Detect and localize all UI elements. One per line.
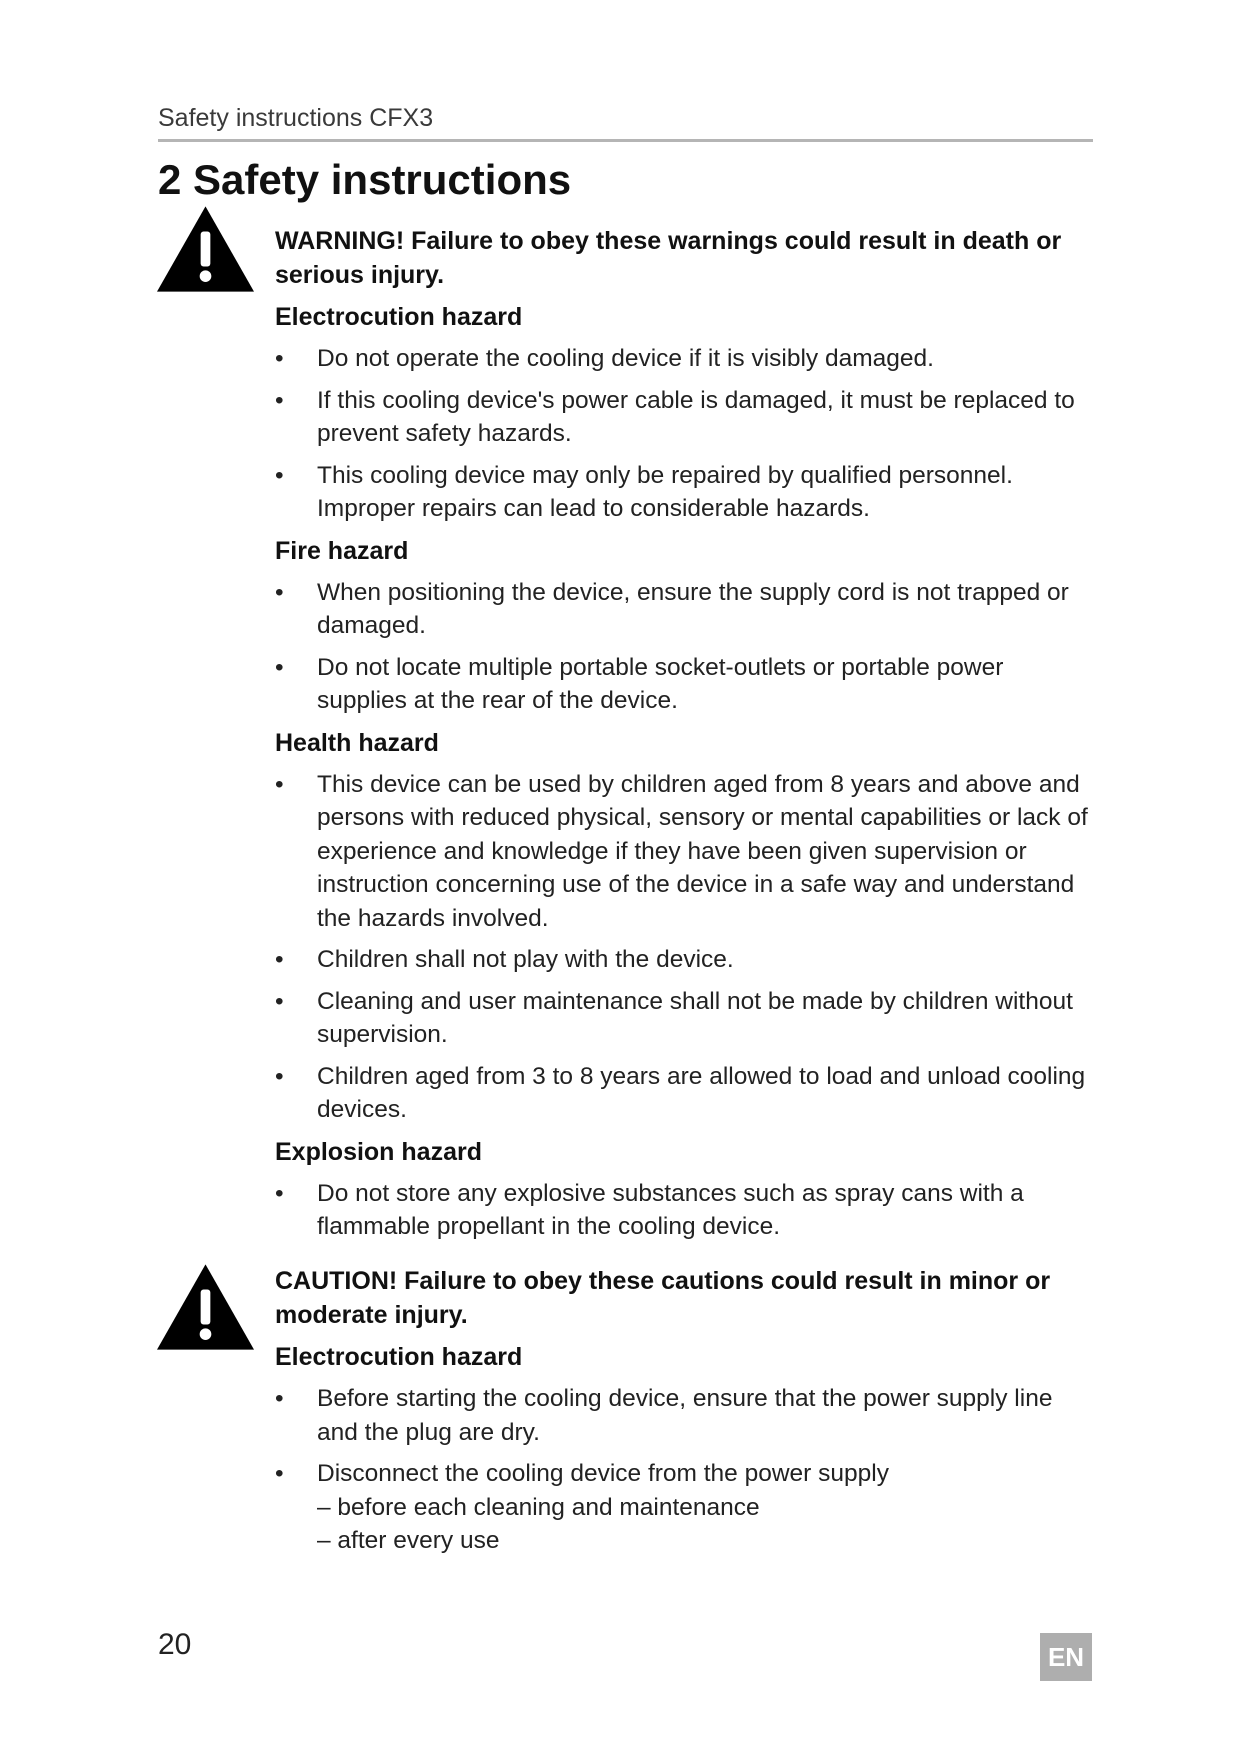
health-hazard-list	[275, 768, 1095, 1127]
running-header: Safety instructions CFX3	[158, 104, 1093, 142]
warning-block	[275, 224, 1095, 1252]
health-hazard-heading: Health hazard	[275, 728, 439, 757]
electrocution-hazard-list	[275, 342, 1095, 526]
electrocution-hazard-heading: Electrocution hazard	[275, 303, 523, 331]
caution-electrocution-hazard-list	[275, 1382, 1095, 1558]
caution-block	[275, 1264, 1095, 1566]
list-item: • This device can be used by children aged from 8 years and above and persons with reduced physical, sensory or mental capabilities or lack of experience and knowledge if they have been given supervision or instruction concerning use of the device in a safe way and understand the hazards involved.	[275, 768, 1095, 936]
caution-electrocution-hazard-heading: Electrocution hazard	[275, 1343, 523, 1371]
page-number: 20	[158, 1628, 192, 1661]
sub-list-item: – after every use	[317, 1527, 500, 1554]
fire-hazard-list	[275, 576, 1095, 718]
list-item: • Before starting the cooling device, ensure that the power supply line and the plug are dry.	[275, 1382, 1095, 1449]
list-item: • Do not store any explosive substances such as spray cans with a flammable propellant in the cooling device.	[275, 1177, 1095, 1244]
language-badge: EN	[1040, 1633, 1092, 1681]
fire-hazard-heading: Fire hazard	[275, 536, 409, 565]
warning-triangle-icon	[157, 206, 254, 292]
caution-triangle-icon	[157, 1264, 254, 1350]
list-item	[275, 1457, 1095, 1558]
list-item: • Children shall not play with the device.	[275, 943, 1095, 977]
warning-signal-text: WARNING! Failure to obey these warnings could result in death or serious injury.	[275, 227, 1062, 289]
list-item: • Cleaning and user maintenance shall not be made by children without supervision.	[275, 985, 1095, 1052]
list-item: • If this cooling device's power cable is damaged, it must be replaced to prevent safety hazards.	[275, 384, 1095, 451]
list-item: • Do not operate the cooling device if it is visibly damaged.	[275, 342, 1095, 376]
sub-list-item: – before each cleaning and maintenance	[317, 1493, 760, 1521]
list-item: • Children aged from 3 to 8 years are allowed to load and unload cooling devices.	[275, 1060, 1095, 1127]
page-title: 2 Safety instructions	[158, 156, 572, 203]
caution-signal-text: CAUTION! Failure to obey these cautions could result in minor or moderate injury.	[275, 1267, 1051, 1329]
list-item: • When positioning the device, ensure the supply cord is not trapped or damaged.	[275, 576, 1095, 643]
list-item: • This cooling device may only be repaired by qualified personnel. Improper repairs can lead to considerable hazards.	[275, 459, 1095, 526]
disconnect-text: Disconnect the cooling device from the power supply	[317, 1460, 889, 1487]
explosion-hazard-list	[275, 1177, 1095, 1244]
explosion-hazard-heading: Explosion hazard	[275, 1137, 482, 1166]
disconnect-sub-list	[317, 1491, 1095, 1558]
list-item: • Do not locate multiple portable socket-outlets or portable power supplies at the rear of the device.	[275, 651, 1095, 718]
